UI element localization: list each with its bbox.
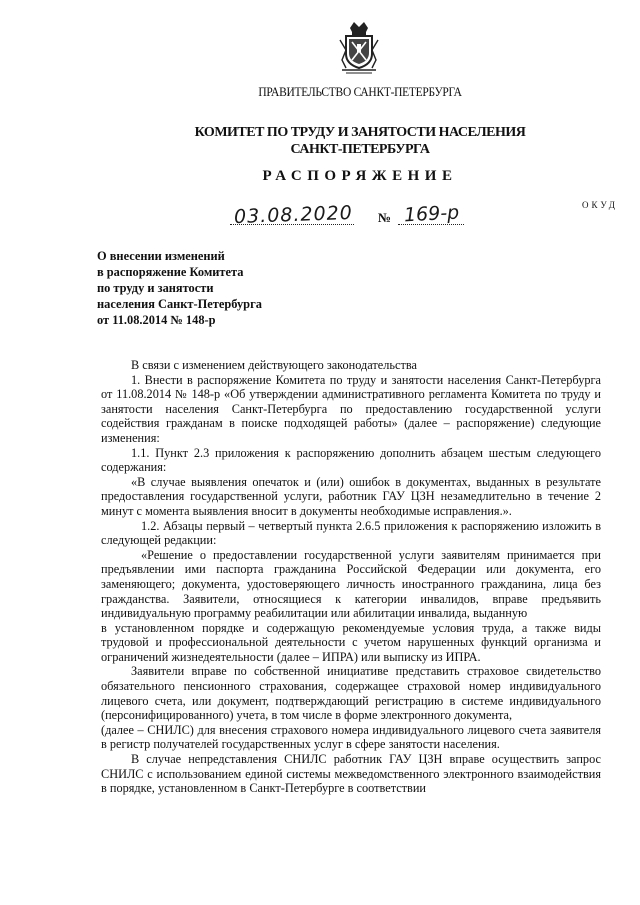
body-paragraph-quote-2: «Решение о предоставлении государственной услуги заявителям принимается при предъявлении ими паспорта гражданина Российской Федерации или документа, его заменяющего; документа, удостоверяющего личность иностранного гражданина, лица без гражданства. Заявители, относящиеся к категории инвалидов, вправе предъявить индивидуальную программу реабилитации или абилитации инвалида, выданную bbox=[101, 547, 601, 621]
body-paragraph-intro: В связи с изменением действующего законодательства bbox=[131, 358, 417, 372]
committee-line-2: САНКТ-ПЕТЕРБУРГА bbox=[290, 142, 430, 157]
subject-line: населения Санкт-Петербурга bbox=[97, 297, 262, 311]
body-paragraph-request: В случае непредставления СНИЛС работник ГАУ ЦЗН вправе осуществить запрос СНИЛС с использованием единой системы межведомственного электронного взаимодействия в порядке, установленном в Санкт-Петербурге в соответствии bbox=[101, 752, 601, 796]
body-paragraph-continuation: в установленном порядке и содержащую рекомендуемые условия труда, а также виды трудовой и профессиональной деятельности с учетом нарушенных функций организма и ограничений жизнедеятельности (далее – ИПРА) или выписку из ИПРА. bbox=[101, 620, 601, 664]
committee-line-1: КОМИТЕТ ПО ТРУДУ И ЗАНЯТОСТИ НАСЕЛЕНИЯ bbox=[194, 125, 526, 140]
body-paragraph-snils: Заявители вправе по собственной инициативе представить страховое свидетельство обязательного пенсионного страхования, содержащее страховой номер индивидуального лицевого счета, или документ, подтверждающий регистрацию в системе индивидуального (персонифицированного) учета, в том числе в форме электронного документа, bbox=[101, 664, 601, 723]
body-paragraph-item-1-2: 1.2. Абзацы первый – четвертый пункта 2.6.5 приложения к распоряжению изложить в следующей редакции: bbox=[101, 518, 601, 548]
document-body bbox=[101, 358, 601, 796]
subject-line: от 11.08.2014 № 148-р bbox=[97, 313, 216, 327]
subject-line: О внесении изменений bbox=[97, 249, 225, 263]
document-number: 169-р bbox=[403, 201, 460, 227]
government-heading: ПРАВИТЕЛЬСТВО САНКТ-ПЕТЕРБУРГА bbox=[258, 85, 462, 99]
number-sign: № bbox=[378, 210, 392, 225]
okud-label: ОКУД bbox=[582, 200, 618, 210]
subject-line: по труду и занятости bbox=[97, 281, 214, 295]
committee-heading bbox=[160, 124, 560, 158]
subject-line: в распоряжение Комитета bbox=[97, 265, 244, 279]
document-type-title: РАСПОРЯЖЕНИЕ bbox=[262, 168, 458, 184]
document-date: 03.08.2020 bbox=[233, 201, 354, 229]
body-paragraph-item-1: 1. Внести в распоряжение Комитета по труду и занятости населения Санкт-Петербурга от 11.08.2014 № 148-р «Об утверждении административного регламента Комитета по труду и занятости населения Санкт-Петербурга по предоставлению государственной услуги содействия гражданам в поиске подходящей работы» (далее – распоряжение) следующие изменения: bbox=[101, 372, 601, 445]
body-paragraph-item-1-1: 1.1. Пункт 2.3 приложения к распоряжению дополнить абзацем шестым следующего содержания: bbox=[101, 445, 601, 475]
subject-block bbox=[97, 248, 297, 328]
body-paragraph-quote-1: «В случае выявления опечаток и (или) ошибок в документах, выданных в результате предоставления государственной услуги, работник ГАУ ЦЗН незамедлительно в течение 2 минут с момента выявления вносит в документы необходимые исправления.». bbox=[101, 474, 601, 518]
coat-of-arms-emblem bbox=[336, 20, 382, 76]
body-paragraph-snils-continuation: (далее – СНИЛС) для внесения страхового номера индивидуального лицевого счета заявителя в регистр получателей государственных услуг в сфере занятости населения. bbox=[101, 722, 601, 752]
